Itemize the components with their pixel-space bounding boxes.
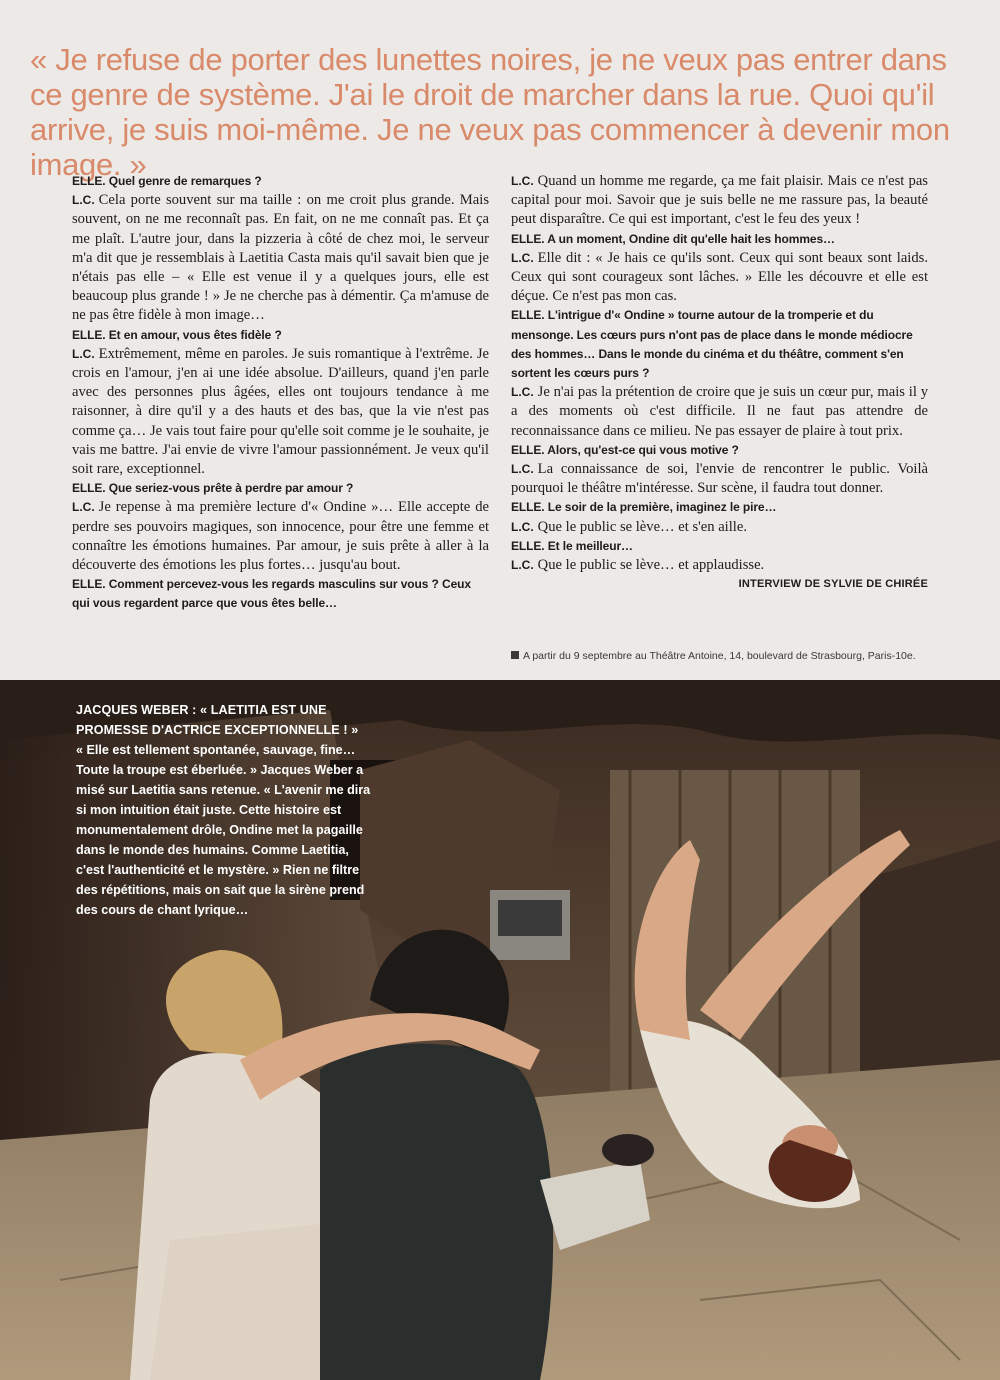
interview-question: ELLE. Et le meilleur… xyxy=(511,538,633,553)
interview-question: ELLE. Comment percevez-vous les regards masculins sur vous ? Ceux qui vous regardent parce que vous êtes belle… xyxy=(72,577,471,611)
answer-text: La connaissance de soi, l'envie de rencontrer le public. Voilà pourquoi le théâtre m'intéresse. Sur scène, il faudra tout donner. xyxy=(511,461,928,497)
interview-question: ELLE. A un moment, Ondine dit qu'elle hait les hommes… xyxy=(511,231,835,246)
interview-answer xyxy=(72,345,489,479)
answer-text: Elle dit : « Je hais ce qu'ils sont. Ceux qui sont beaux sont laids. Ceux qui sont courageux sont lâches. » Elle les découvre et elle est déçue. Ce n'est pas mon cas. xyxy=(511,249,928,305)
speaker-label: L.C. xyxy=(72,500,95,515)
photo-caption xyxy=(76,700,376,920)
speaker-label: L.C. xyxy=(72,346,95,361)
right-column xyxy=(511,172,928,594)
speaker-label: L.C. xyxy=(511,385,534,400)
interview-question: ELLE. Alors, qu'est-ce qui vous motive ? xyxy=(511,442,739,457)
speaker-label: L.C. xyxy=(511,558,534,573)
interview-answer xyxy=(511,249,928,307)
interview-credit: INTERVIEW DE SYLVIE DE CHIRÉE xyxy=(738,578,928,591)
speaker-label: L.C. xyxy=(511,250,534,265)
answer-text: Cela porte souvent sur ma taille : on me croit plus grande. Mais souvent, on ne me reconnaît pas. En fait, on ne me connaît pas. Et ça me plaît. L'autre jour, dans la pizzeria à côté de chez moi, le serveur m'a dit que je ressemblais à Laetitia Casta mais qu'il savait bien que je n'étais pas elle – « Elle est venue il y a quelques jours, elle est beaucoup plus grande ! » Je ne cherche pas à démentir. Ça m'amuse de ne pas être fidèle à mon image… xyxy=(72,192,489,324)
left-column xyxy=(72,172,489,614)
pull-quote: « Je refuse de porter des lunettes noires, je ne veux pas entrer dans ce genre de système. J'ai le droit de marcher dans la rue. Quoi qu'il arrive, je suis moi-même. Je ne veux pas commencer à devenir mon image. » xyxy=(30,42,950,182)
interview-answer xyxy=(511,383,928,441)
speaker-label: L.C. xyxy=(511,519,534,534)
answer-text: Extrêmement, même en paroles. Je suis romantique à l'extrême. Je crois en l'amour, j'en ai une idée absolue. D'ailleurs, quand j'en parle avec des personnes plus âgées, elles ont toujours tendance à me raisonner, à dire qu'il y a des hauts et des bas, que la vie n'est pas comme ça… Je vais tout faire pour qu'elle soit comme je le souhaite, je vais me battre. J'ai envie de vivre l'amour passionnément. Je veux qu'il soit rare, exceptionnel. xyxy=(72,345,489,478)
footnote-text: A partir du 9 septembre au Théâtre Antoine, 14, boulevard de Strasbourg, Paris-10e. xyxy=(523,650,916,662)
interview-question: ELLE. Le soir de la première, imaginez le pire… xyxy=(511,500,777,515)
answer-text: Que le public se lève… et s'en aille. xyxy=(537,518,747,535)
answer-text: Je repense à ma première lecture d'« Ondine »… Elle accepte de perdre ses pouvoirs magiques, son innocence, pour être une femme et connaître les émotions humaines. Par amour, je suis prête à aller à la découverte des émotions les plus fortes… jusqu'au bout. xyxy=(72,499,489,574)
answer-text: Je n'ai pas la prétention de croire que je suis un cœur pur, mais il y a des moments où c'est difficile. Il ne faut pas attendre de reconnaissance dans ce milieu. Ne pas essayer de plaire à tout prix. xyxy=(511,384,928,439)
speaker-label: L.C. xyxy=(511,174,534,188)
speaker-label: L.C. xyxy=(511,462,534,477)
interview-question: ELLE. L'intrigue d'« Ondine » tourne autour de la tromperie et du mensonge. Les cœurs purs n'ont pas de place dans le monde médiocre des hommes… Dans le monde du cinéma et du théâtre, comment s'en sortent les cœurs purs ? xyxy=(511,308,913,381)
interview-answer xyxy=(511,518,928,537)
caption-body: « Elle est tellement spontanée, sauvage, fine… Toute la troupe est éberluée. » Jacques Weber a misé sur Laetitia sans retenue. « L'avenir me dira si mon intuition était juste. Cette histoire est monumentalement drôle, Ondine met la pagaille dans le monde des humains. Comme Laetitia, c'est l'authenticité et le mystère. » Rien ne filtre des répétitions, mais on sait que la sirène prend des cours de chant lyrique… xyxy=(76,743,371,917)
performance-footnote xyxy=(511,650,951,662)
interview-answer xyxy=(511,460,928,498)
square-bullet-icon xyxy=(511,651,519,659)
interview-question: ELLE. Que seriez-vous prête à perdre par amour ? xyxy=(72,481,354,496)
interview-answer xyxy=(511,172,928,230)
answer-text: Quand un homme me regarde, ça me fait plaisir. Mais ce n'est pas capital pour moi. Savoir que je suis belle ne me rassure pas, la beauté peut disparaître. Ce qui est important, c'est le feu des yeux ! xyxy=(511,173,928,228)
answer-text: Que le public se lève… et applaudisse. xyxy=(537,557,765,574)
interview-answer xyxy=(511,556,928,575)
interview-question: ELLE. Et en amour, vous êtes fidèle ? xyxy=(72,327,282,342)
interview-question: ELLE. Quel genre de remarques ? xyxy=(72,174,262,188)
interview-answer xyxy=(72,498,489,575)
speaker-label: L.C. xyxy=(72,193,95,208)
interview-answer xyxy=(72,191,489,325)
caption-title: JACQUES WEBER : « LAETITIA EST UNE PROMESSE D'ACTRICE EXCEPTIONNELLE ! » xyxy=(76,703,359,737)
